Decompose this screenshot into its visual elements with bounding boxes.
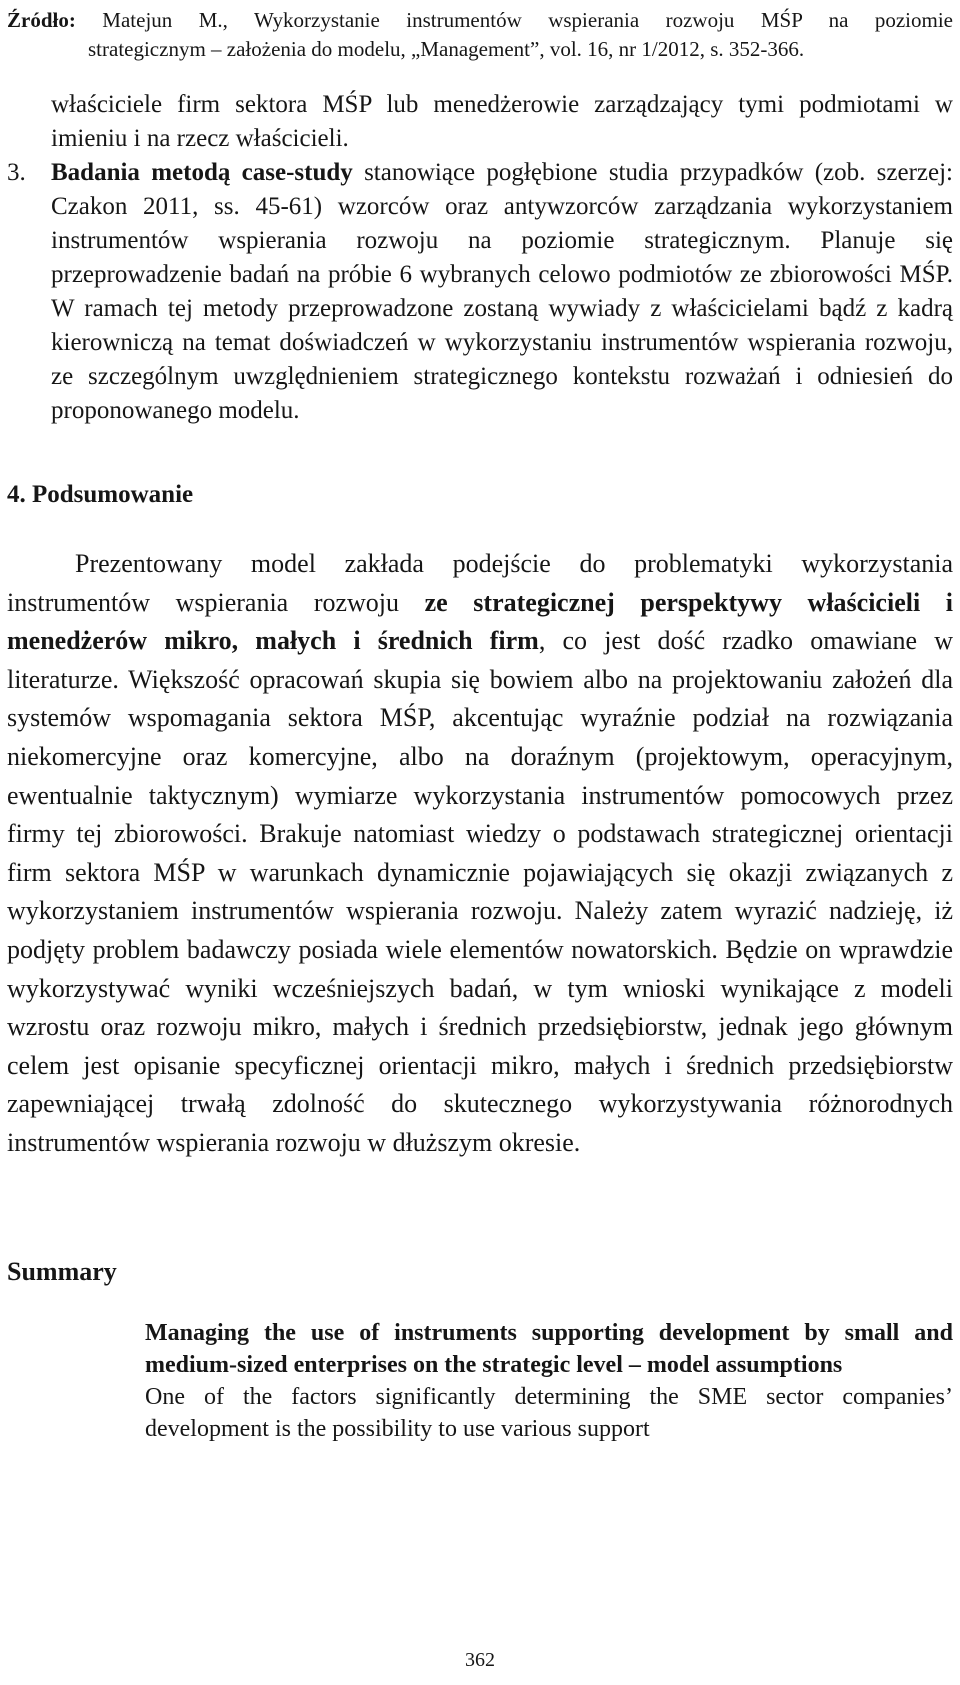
- list-item-3: [7, 156, 953, 428]
- section-heading: 4. Podsumowanie: [7, 481, 194, 508]
- source-citation-line-1: [7, 6, 953, 35]
- conclusion-emphasis: ze strategicznej perspektywy właścicieli i menedżerów mikro, małych i średnich firm: [7, 587, 954, 656]
- list-item-continuation: właściciele firm sektora MŚP lub menedżerowie zarządzający tymi podmiotami w imieniu i na rzecz właścicieli.: [51, 91, 953, 152]
- conclusion-paragraph: [7, 545, 953, 1163]
- list-item-number: 3.: [7, 159, 26, 186]
- list-item-text: stanowiące pogłębione studia przypadków (zob. szerzej: Czakon 2011, ss. 45-61) wzorców oraz antywzorców zarządzania wykorzystaniem instrumentów wspierania rozwoju na poziomie strategicznym. Planuje się przeprowadzenie badań na próbie 6 wybranych celowo podmiotów ze zbiorowości MŚP. W ramach tej metody przeprowadzone zostaną wywiady z właścicielami bądź z kadrą kierowniczą na temat doświadczeń w wykorzystaniu instrumentów wspierania rozwoju, ze szczególnym uwzględnieniem strategicznego kontekstu rozważań i odniesień do proponowanego modelu.: [51, 159, 953, 424]
- list-item-body: [51, 156, 953, 428]
- summary-heading: Summary: [7, 1257, 117, 1286]
- summary-text: One of the factors significantly determining the SME sector companies’ development is the possibility to use various support: [145, 1384, 953, 1442]
- summary-block: [145, 1317, 953, 1445]
- list-item-bold-lead: Badania metodą case-study: [51, 159, 353, 186]
- source-citation-line-2: strategicznym – założenia do modelu, „Management”, vol. 16, nr 1/2012, s. 352-366.: [88, 37, 805, 61]
- methods-list: [7, 88, 953, 428]
- conclusion-text-a: Prezentowany model zakłada podejście do problematyki wykorzystania instrumentów wspierania rozwoju: [7, 549, 953, 617]
- page-number: 362: [465, 1649, 495, 1671]
- source-citation-text-1: Matejun M., Wykorzystanie instrumentów wspierania rozwoju MŚP na poziomie: [75, 8, 953, 32]
- conclusion-text-b: , co jest dość rzadko omawiane w literaturze. Większość opracowań skupia się bowiem albo na projektowaniu założeń dla systemów wspomagania sektora MŚP, akcentując wyraźnie podział na rozwiązania niekomercyjne oraz komercyjne, albo na doraźnym (projektowym, operacyjnym, ewentualnie taktycznym) wymiarze wykorzystania instrumentów pomocowych przez firmy tej zbiorowości. Brakuje natomiast wiedzy o podstawach strategicznej orientacji firm sektora MŚP w warunkach dynamicznie pojawiających się okazji związanych z wykorzystaniem instrumentów wspierania rozwoju. Należy zatem wyrazić nadzieję, iż podjęty problem badawczy posiada wiele elementów nowatorskich. Będzie on wprawdzie wykorzystywać wyniki wcześniejszych badań, w tym wnioski wynikające z modeli wzrostu oraz rozwoju mikro, małych i średnich przedsiębiorstw, jednak jego głównym celem jest opisanie specyficznej orientacji mikro, małych i średnich przedsiębiorstw zapewniającej trwałą zdolność do skutecznego wykorzystywania różnorodnych instrumentów wspierania rozwoju w dłuższym okresie.: [7, 626, 953, 1157]
- summary-title: Managing the use of instruments supporting development by small and medium-sized enterprises on the strategic level – model assumptions: [145, 1320, 953, 1378]
- source-citation: [7, 6, 953, 64]
- source-label: Źródło:: [7, 8, 76, 32]
